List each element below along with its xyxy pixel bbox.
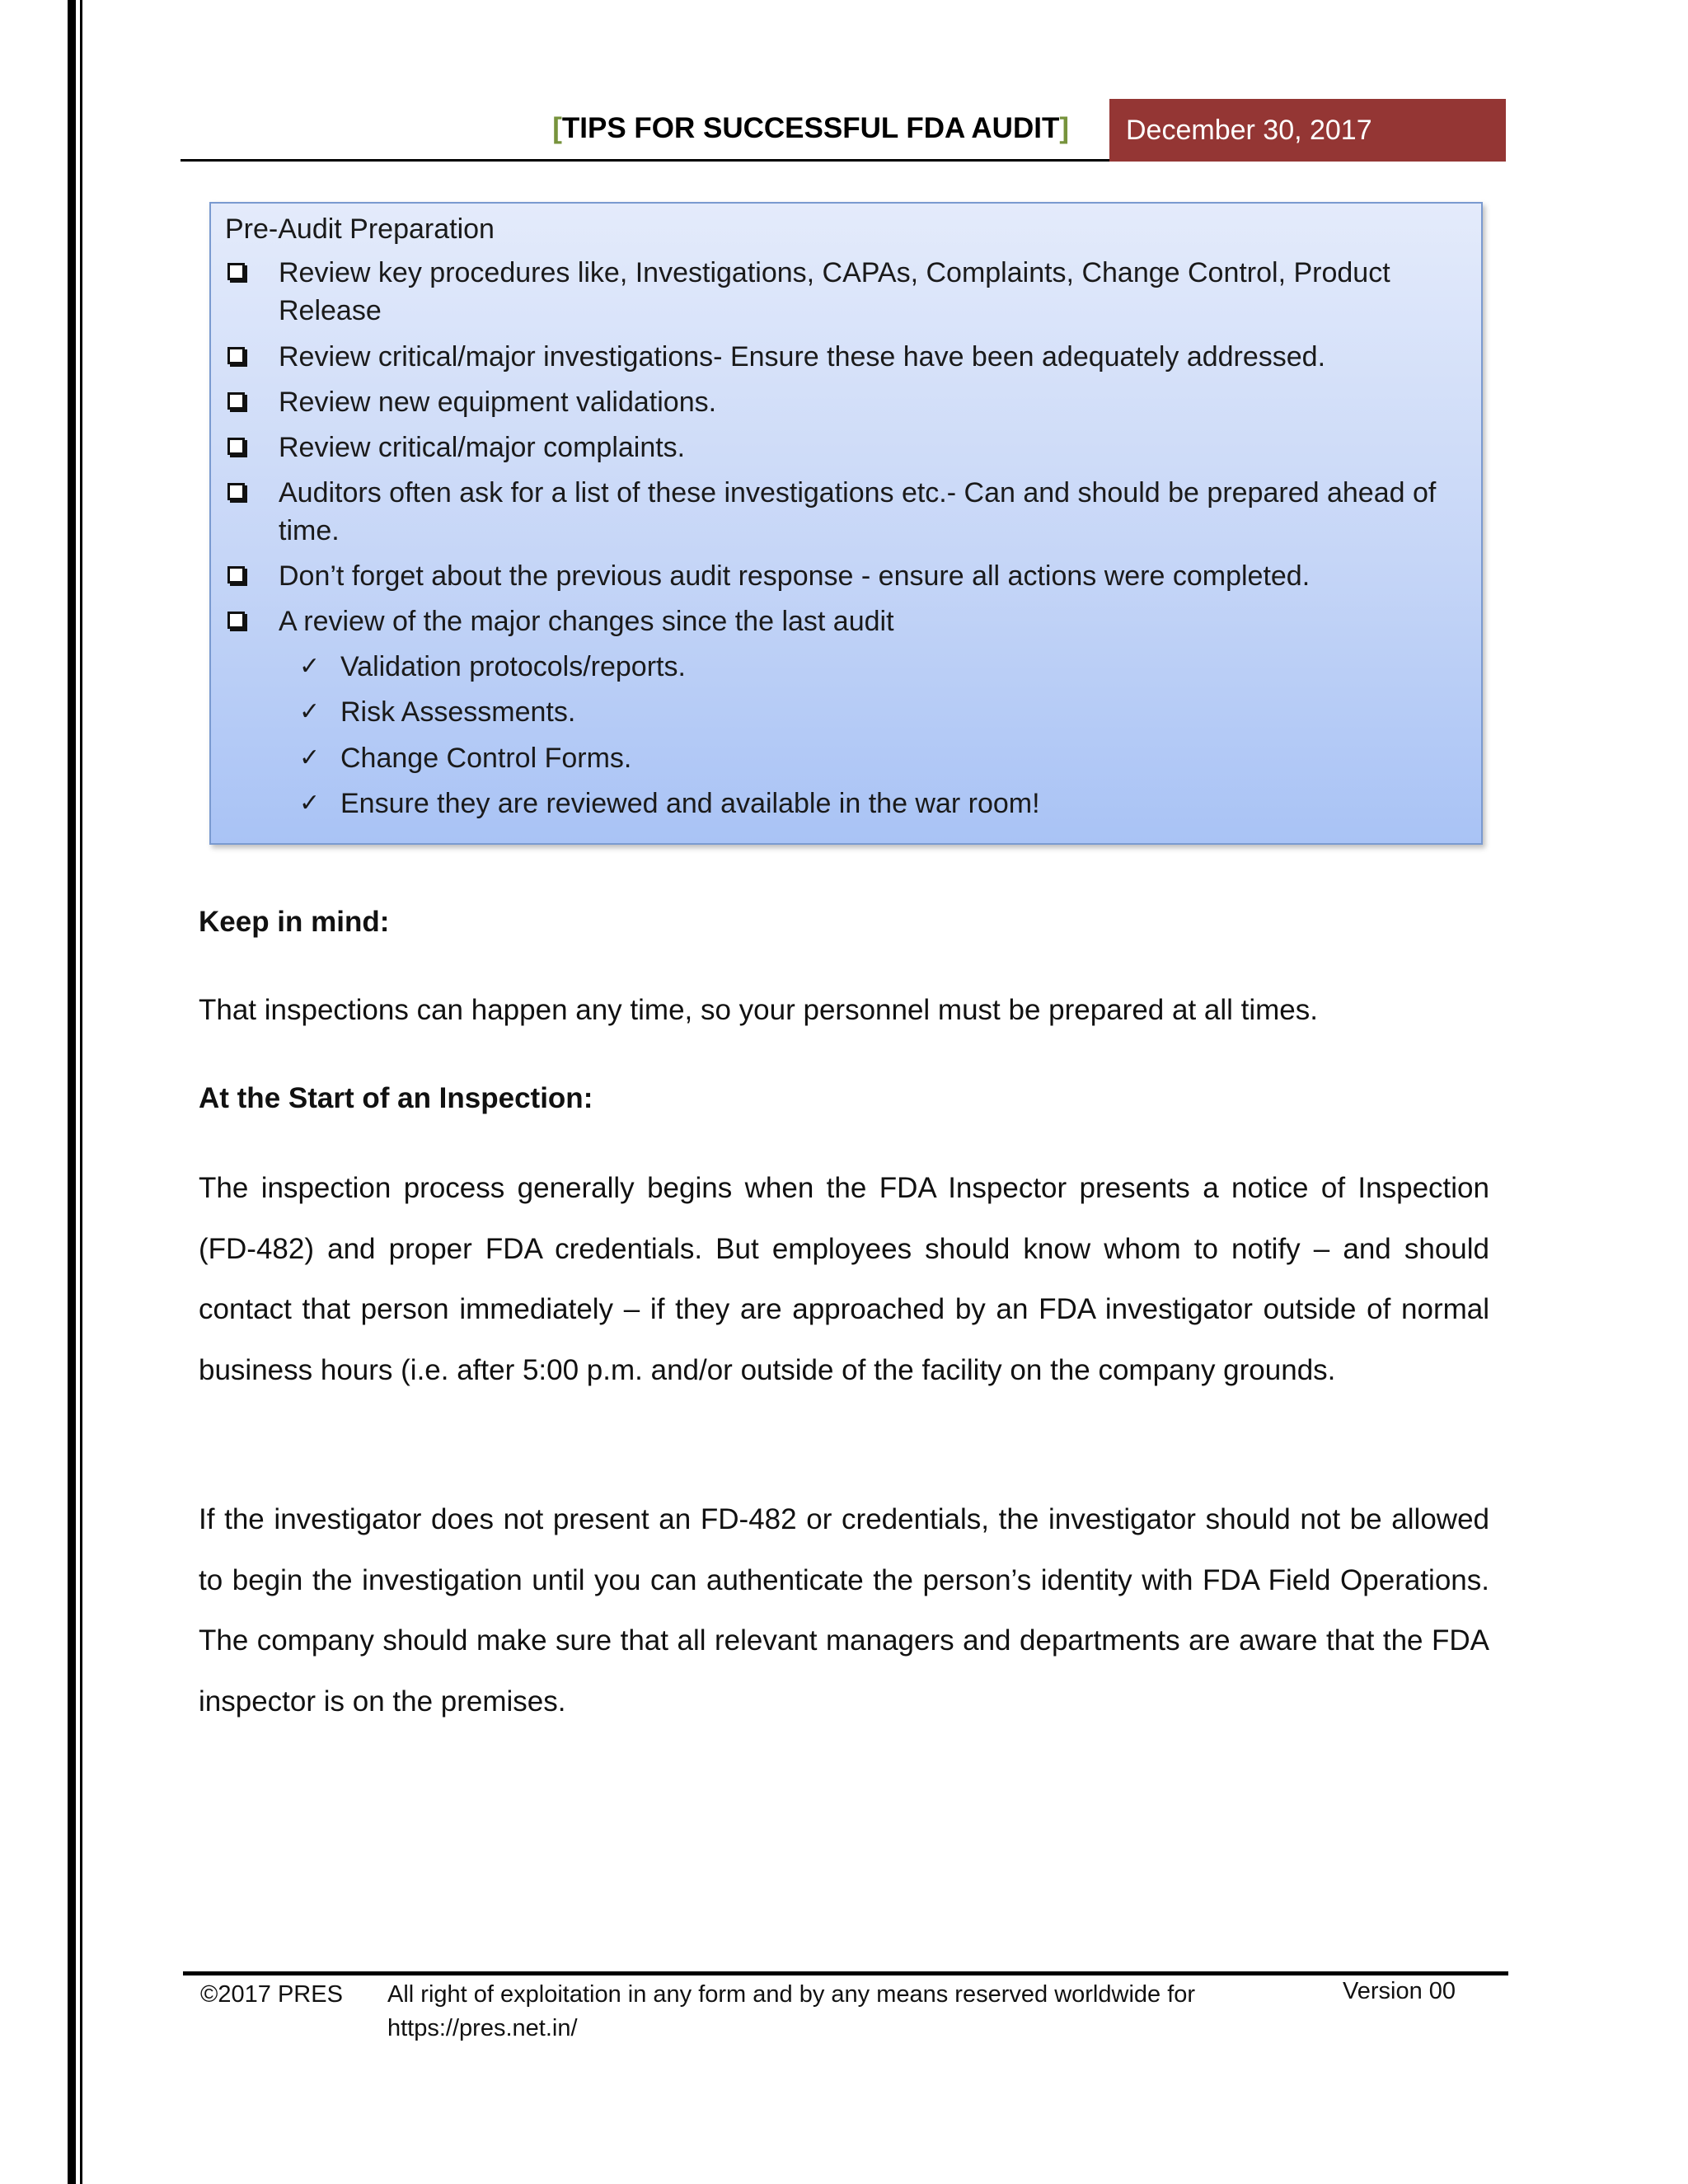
header-bracket-close: ] [1059, 112, 1069, 144]
checklist-item-text: Review critical/major complaints. [279, 432, 686, 463]
header-date: December 30, 2017 [1109, 99, 1506, 162]
checkmark-icon: ✓ [299, 743, 321, 772]
checklist-item [279, 383, 1465, 421]
sub-list-item-text: Change Control Forms. [340, 743, 632, 774]
sub-list-item [299, 739, 632, 777]
page-border-thick [68, 0, 76, 2184]
header-title-text: TIPS FOR SUCCESSFUL FDA AUDIT [561, 112, 1060, 144]
page-border-thin [80, 0, 82, 2184]
checklist-item-text: A review of the major changes since the last audit [279, 606, 894, 637]
checkbox-icon [227, 392, 245, 410]
keep-in-mind-heading: Keep in mind: [199, 906, 390, 938]
checklist-item-text: Auditors often ask for a list of these investigations etc.- Can and should be prepared ahead of time. [279, 477, 1437, 546]
sub-list-item-text: Validation protocols/reports. [340, 651, 686, 682]
checklist-item [279, 557, 1465, 595]
footer-copyright: ©2017 PRES [200, 1981, 343, 2008]
keep-in-mind-text: That inspections can happen any time, so your personnel must be prepared at all times. [199, 994, 1318, 1026]
pre-audit-box [209, 202, 1483, 845]
sub-list-item [299, 785, 1040, 823]
checklist-item-text: Don’t forget about the previous audit response - ensure all actions were completed. [279, 560, 1311, 592]
checklist-item-text: Review new equipment validations. [279, 387, 717, 418]
sub-list-item [299, 648, 686, 686]
checklist-item-text: Review key procedures like, Investigations, CAPAs, Complaints, Change Control, Product Release [279, 257, 1390, 326]
page-header [181, 99, 1506, 162]
sub-list-item-text: Risk Assessments. [340, 696, 576, 728]
checkbox-icon [227, 612, 245, 629]
checkbox-icon [227, 483, 245, 500]
checkbox-icon [227, 347, 245, 364]
checkbox-icon [227, 438, 245, 455]
checkmark-icon: ✓ [299, 697, 321, 726]
inspection-start-heading: At the Start of an Inspection: [199, 1082, 593, 1114]
checklist-item [279, 474, 1465, 550]
header-title [552, 112, 1069, 145]
checkmark-icon: ✓ [299, 652, 321, 681]
paragraph-inspection-process: The inspection process generally begins when the FDA Inspector presents a notice of Inspection (FD-482) and proper FDA credentials. But employees should know whom to notify – and should contact that person immediately – if they are approached by an FDA investigator outside of normal business hours (i.e. after 5:00 p.m. and/or outside of the facility on the company grounds. [199, 1172, 1489, 1386]
footer-rule [183, 1971, 1508, 1975]
header-bracket-open: [ [552, 112, 562, 144]
footer-rights: All right of exploitation in any form and by any means reserved worldwide for https://pres.net.in/ [387, 1981, 1196, 2041]
pre-audit-title: Pre-Audit Preparation [225, 213, 495, 245]
checkmark-icon: ✓ [299, 789, 321, 818]
checklist-item [279, 338, 1465, 376]
checkbox-icon [227, 566, 245, 583]
header-rule [181, 159, 1109, 162]
sub-list-item-text: Ensure they are reviewed and available in the war room! [340, 788, 1040, 819]
checklist-item [279, 254, 1465, 330]
checklist-item-text: Review critical/major investigations- Ensure these have been adequately addressed. [279, 341, 1326, 373]
sub-list-item [299, 693, 576, 731]
checkbox-icon [227, 263, 245, 280]
paragraph-credentials: If the investigator does not present an FD-482 or credentials, the investigator should not be allowed to begin the investigation until you can authenticate the person’s identity with FDA Field Operations. The company should make sure that all relevant managers and departments are aware that the FDA inspector is on the premises. [199, 1503, 1489, 1718]
checklist-item [279, 429, 1465, 466]
footer-version: Version 00 [1343, 1978, 1456, 2004]
checklist-item [279, 602, 1465, 640]
